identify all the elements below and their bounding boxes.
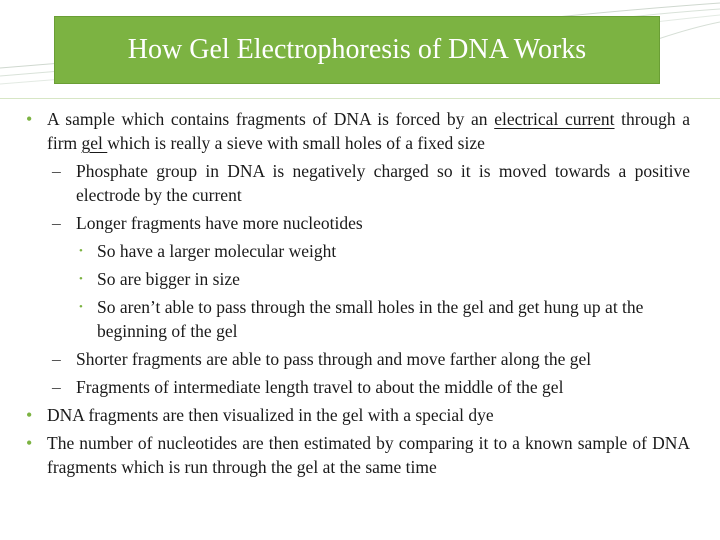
sub-bullet-phosphate — [24, 159, 690, 207]
underlined-term-electrical-current: electrical current — [494, 109, 615, 129]
sub-bullet-text: Shorter fragments are able to pass through and move farther along the gel — [76, 349, 592, 369]
underlined-term-gel: gel — [81, 133, 108, 153]
bullet-text-mid: through a firm — [47, 109, 690, 153]
bullet-text-suffix: which is really a sieve with small holes of a fixed size — [107, 133, 485, 153]
bullet-nucleotides-estimated — [24, 431, 690, 479]
sub-sub-bullet-molecular-weight — [24, 239, 690, 263]
bullet-marker: • — [26, 405, 33, 425]
title-banner — [54, 16, 660, 84]
sub-bullet-intermediate-length — [24, 375, 690, 399]
slide-content — [24, 107, 690, 483]
small-bullet-marker: • — [79, 245, 83, 257]
slide-title: How Gel Electrophoresis of DNA Works — [127, 34, 587, 65]
bullet-sample-forced — [24, 107, 690, 155]
bullet-marker: • — [26, 433, 33, 453]
sub-bullet-shorter-fragments — [24, 347, 690, 371]
dash-marker: – — [52, 213, 61, 233]
title-divider — [0, 98, 720, 99]
sub-sub-bullet-text: So are bigger in size — [97, 269, 240, 289]
sub-sub-bullet-text: So aren’t able to pass through the small holes in the gel and get hung up at the beginning of the gel — [97, 297, 644, 341]
dash-marker: – — [52, 377, 61, 397]
dash-marker: – — [52, 161, 61, 181]
sub-sub-bullet-size — [24, 267, 690, 291]
sub-bullet-longer-fragments — [24, 211, 690, 235]
sub-bullet-text: Fragments of intermediate length travel to about the middle of the gel — [76, 377, 564, 397]
sub-bullet-text: Phosphate group in DNA is negatively charged so it is moved towards a positive electrode by the current — [76, 161, 690, 205]
sub-bullet-text: Longer fragments have more nucleotides — [76, 213, 363, 233]
small-bullet-marker: • — [79, 301, 83, 313]
bullet-marker: • — [26, 109, 33, 129]
bullet-text: DNA fragments are then visualized in the gel with a special dye — [47, 405, 494, 425]
bullet-text-prefix: A sample which contains fragments of DNA is forced by an — [47, 109, 495, 129]
dash-marker: – — [52, 349, 61, 369]
bullet-text: The number of nucleotides are then estimated by comparing it to a known sample of DNA fragments which is run through the gel at the same time — [47, 433, 690, 477]
small-bullet-marker: • — [79, 273, 83, 285]
sub-sub-bullet-text: So have a larger molecular weight — [97, 241, 337, 261]
bullet-visualized — [24, 403, 690, 427]
sub-sub-bullet-hung-up — [24, 295, 690, 343]
